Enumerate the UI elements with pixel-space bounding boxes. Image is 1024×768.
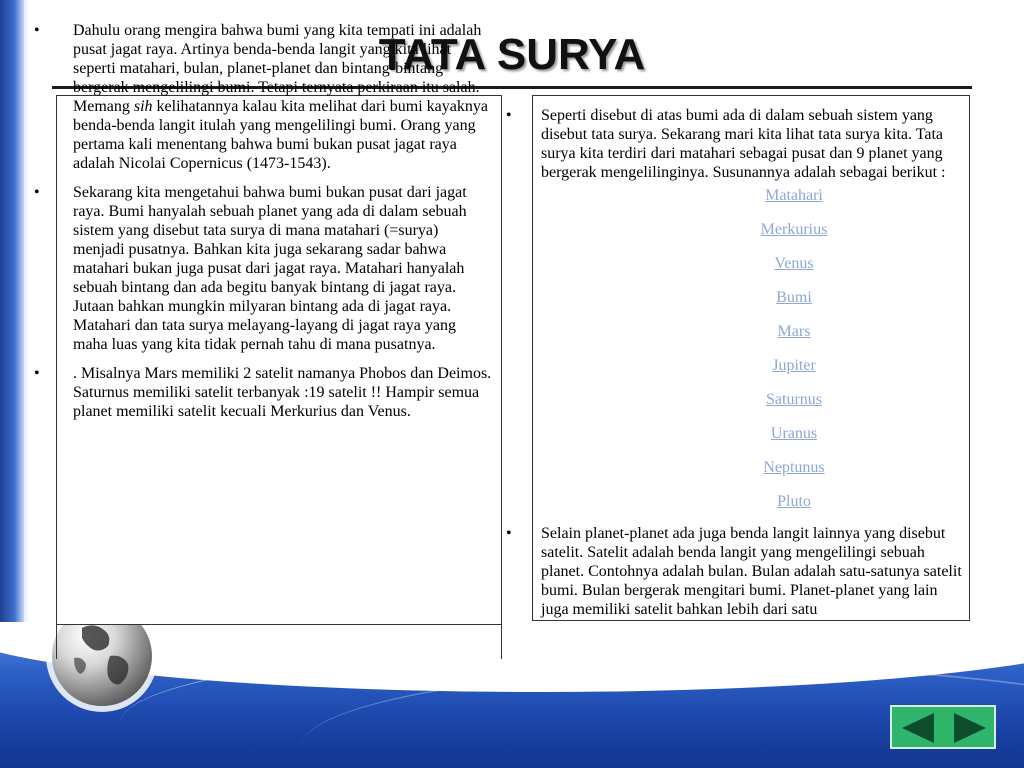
- paragraph-text: Dahulu orang mengira bahwa bumi yang kita tempati ini adalah pusat jagat raya. Artinya benda-benda langit yang kita lihat seperti matahari, bulan, planet-planet dan bintang-bintang bergerak mengelilingi bumi. Tetapi ternyata perkiraan itu salah. Memang: [73, 22, 482, 115]
- bullet-icon: •: [34, 22, 40, 39]
- planet-link-item: [541, 218, 1008, 242]
- bullet-icon: •: [34, 184, 40, 201]
- planet-link-item: [541, 252, 1008, 276]
- planet-link-item: [541, 286, 1008, 310]
- planet-link-item: [541, 422, 1008, 446]
- planet-link-item: [541, 388, 1008, 412]
- bullet-icon: •: [506, 107, 512, 124]
- planet-link-item: [541, 184, 1008, 208]
- paragraph-text: Selain planet-planet ada juga benda langit lainnya yang disebut satelit. Satelit adalah benda langit yang mengelilingi sebuah planet. Contohnya adalah bulan. Bulan adalah satu-satunya satelit bumi. Bulan bergerak mengitari bumi. Planet-planet yang lain juga memiliki satelit bahkan lebih dari satu: [541, 525, 962, 618]
- next-slide-button[interactable]: [946, 711, 992, 745]
- planet-link-uranus[interactable]: Uranus: [770, 425, 818, 442]
- left-arrow-icon: [896, 711, 942, 745]
- planet-link-saturnus[interactable]: Saturnus: [766, 391, 822, 408]
- planet-link-list: [541, 184, 931, 514]
- emphasis-text: sih: [133, 98, 153, 115]
- planet-link-item: [541, 354, 1008, 378]
- paragraph-text: Sekarang kita mengetahui bahwa bumi bukan pusat dari jagat raya. Bumi hanyalah sebuah planet yang ada di dalam sebuah sistem yang disebut tata surya di mana matahari (=surya) menjadi pusatnya. Bahkan kita juga sekarang sadar bahwa matahari bukan juga pusat dari jagat raya. Matahari hanyalah sebuah bintang dan ada begitu banyak bintang di jagat raya. Jutaan bahkan mungkin milyaran bintang ada di jagat raya. Matahari dan tata surya melayang-layang di jagat raya yang maha luas yang kita tidak pernah tahu di mana pusatnya.: [73, 184, 467, 353]
- list-item: [502, 524, 969, 619]
- list-item: [0, 183, 501, 354]
- list-item: [0, 364, 501, 421]
- list-item: [0, 21, 501, 173]
- planet-link-jupiter[interactable]: Jupiter: [772, 357, 816, 374]
- paragraph-text: Seperti disebut di atas bumi ada di dalam sebuah sistem yang disebut tata surya. Sekarang mari kita lihat tata surya kita. Tata surya kita terdiri dari matahari sebagai pusat dan 9 planet yang bergerak mengelilinginya. Susunannya adalah sebagai berikut :: [541, 107, 946, 181]
- left-box-extension: [56, 623, 502, 659]
- bullet-icon: •: [506, 525, 512, 542]
- previous-slide-button[interactable]: [896, 711, 942, 745]
- planet-link-item: [541, 456, 1008, 480]
- paragraph-text: . Misalnya Mars memiliki 2 satelit namanya Phobos dan Deimos. Saturnus memiliki satelit terbanyak :19 satelit !! Hampir semua planet memiliki satelit kecuali Merkurius dan Venus.: [73, 365, 492, 420]
- planet-link-item: [541, 490, 1008, 514]
- paragraph-text: kelihatannya kalau kita melihat dari bumi kayaknya benda-benda langit itulah yang mengelilingi bumi. Orang yang pertama kali menentang bahwa bumi bukan pusat jagat raya adalah Nicolai Copernicus (1473-1543).: [73, 98, 488, 172]
- planet-link-neptunus[interactable]: Neptunus: [763, 459, 825, 476]
- planet-link-item: [541, 320, 1008, 344]
- slide-title: TATA SURYA: [378, 30, 646, 79]
- left-bullet-list: [0, 21, 500, 431]
- slide-navigation: [890, 705, 996, 749]
- planet-link-pluto[interactable]: Pluto: [777, 493, 811, 510]
- planet-link-merkurius[interactable]: Merkurius: [760, 221, 828, 238]
- planet-link-mars[interactable]: Mars: [777, 323, 811, 340]
- right-bullet-list: [502, 106, 972, 629]
- planet-link-venus[interactable]: Venus: [774, 255, 814, 272]
- right-arrow-icon: [946, 711, 992, 745]
- list-item: [502, 106, 969, 514]
- planet-link-matahari[interactable]: Matahari: [765, 187, 823, 204]
- bullet-icon: •: [34, 365, 40, 382]
- planet-link-bumi[interactable]: Bumi: [776, 289, 812, 306]
